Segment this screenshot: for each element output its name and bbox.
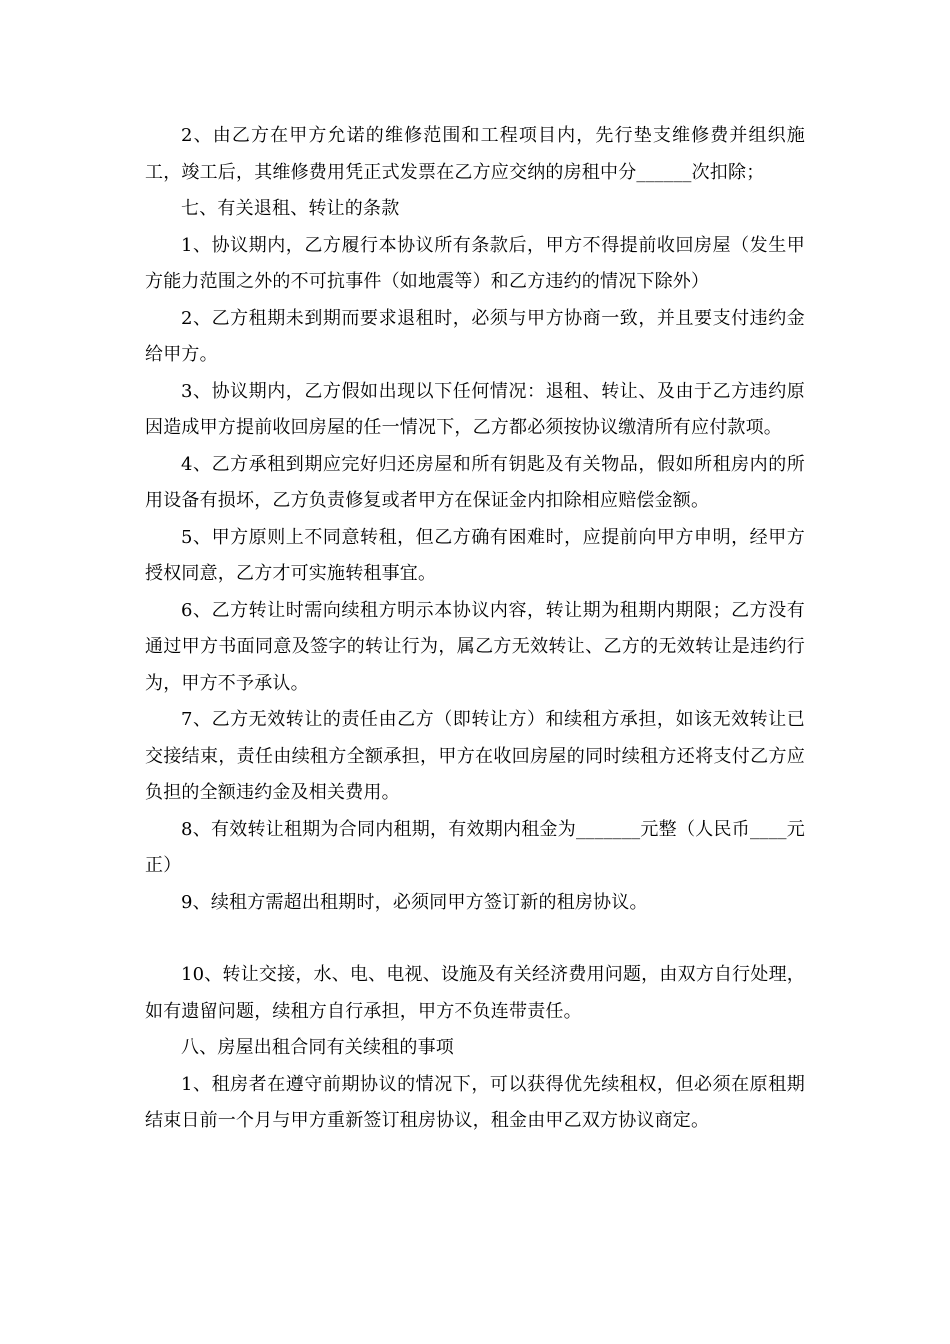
paragraph-clause-7-9: 9、续租方需超出租期时，必须同甲方签订新的租房协议。: [181, 891, 648, 913]
paragraph-clause-7-2: 2、乙方租期未到期而要求退租时，必须与甲方协商一致，并且要支付违约金给甲方。: [145, 307, 805, 365]
paragraph-clause-7-6: 6、乙方转让时需向续租方明示本协议内容，转让期为租期内期限；乙方没有通过甲方书面同意及签字的转让行为，属乙方无效转让、乙方的无效转让是违约行为，甲方不予承认。: [145, 599, 805, 694]
paragraph-clause-7-8: 8、有效转让租期为合同内租期，有效期内租金为_______元整（人民币____元正）: [145, 818, 805, 876]
paragraph-clause-7-1: 1、协议期内，乙方履行本协议所有条款后，甲方不得提前收回房屋（发生甲方能力范围之外的不可抗事件（如地震等）和乙方违约的情况下除外）: [145, 234, 805, 292]
paragraph-clause-7-10: 10、转让交接，水、电、电视、设施及有关经济费用问题，由双方自行处理，如有遗留问题，续租方自行承担，甲方不负连带责任。: [145, 964, 805, 1022]
paragraph-repair-advance: 2、由乙方在甲方允诺的维修范围和工程项目内，先行垫支维修费并组织施工，竣工后，其维修费用凭正式发票在乙方应交纳的房租中分______次扣除；: [145, 125, 805, 183]
section-heading-7: 七、有关退租、转让的条款: [181, 198, 400, 219]
paragraph-clause-7-5: 5、甲方原则上不同意转租，但乙方确有困难时，应提前向甲方申明，经甲方授权同意，乙方才可实施转租事宜。: [145, 526, 805, 584]
paragraph-clause-8-1: 1、租房者在遵守前期协议的情况下，可以获得优先续租权，但必须在原租期结束日前一个月与甲方重新签订租房协议，租金由甲乙双方协议商定。: [145, 1073, 805, 1131]
document-page: [145, 118, 805, 1140]
paragraph-clause-7-4: 4、乙方承租到期应完好归还房屋和所有钥匙及有关物品，假如所租房内的所用设备有损坏，乙方负责修复或者甲方在保证金内扣除相应赔偿金额。: [145, 453, 805, 511]
paragraph-clause-7-3: 3、协议期内，乙方假如出现以下任何情况：退租、转让、及由于乙方违约原因造成甲方提前收回房屋的任一情况下，乙方都必须按协议缴清所有应付款项。: [145, 380, 805, 438]
paragraph-clause-7-7: 7、乙方无效转让的责任由乙方（即转让方）和续租方承担，如该无效转让已交接结束，责任由续租方全额承担，甲方在收回房屋的同时续租方还将支付乙方应负担的全额违约金及相关费用。: [145, 709, 805, 803]
section-heading-8: 八、房屋出租合同有关续租的事项: [181, 1037, 454, 1058]
